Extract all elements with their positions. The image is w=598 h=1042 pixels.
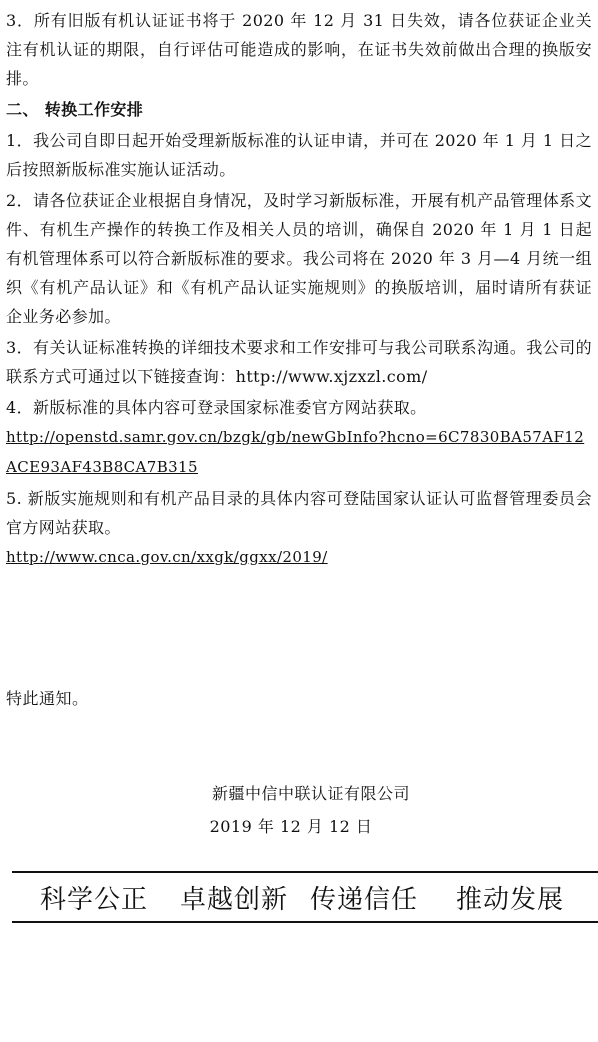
paragraph-cnca: 5. 新版实施规则和有机产品目录的具体内容可登陆国家认证认可监督管理委员会官方网站获取。 (6, 489, 592, 537)
cnca-link[interactable]: http://www.cnca.gov.cn/xxgk/ggxx/2019/ (6, 548, 328, 566)
paragraph-old-cert-expiry: 3．所有旧版有机认证证书将于 2020 年 12 月 31 日失效，请各位获证企业关注有机认证的期限，自行评估可能造成的影响，在证书失效前做出合理的换版安排。 (6, 11, 592, 88)
openstd-link[interactable]: http://openstd.samr.gov.cn/bzgk/gb/newGbInfo?hcno=6C7830BA57AF12ACE93AF43B8CA7B315 (6, 428, 585, 476)
paragraph-contact (6, 333, 592, 391)
document-body (6, 0, 592, 572)
closing-notice: 特此通知。 (6, 689, 89, 708)
motto-item: 传递信任 (310, 885, 419, 915)
paragraph-standard-site: 4．新版标准的具体内容可登录国家标准委官方网站获取。 (6, 398, 427, 417)
paragraph-standard-link-line (6, 422, 592, 482)
motto-item: 卓越创新 (180, 885, 289, 915)
paragraph-accept-applications: 1．我公司自即日起开始受理新版标准的认证申请，并可在 2020 年 1 月 1 日之后按照新版标准实施认证活动。 (6, 131, 592, 179)
signature-date: 2019 年 12 月 12 日 (209, 817, 373, 836)
paragraph-cnca-link-line (6, 542, 592, 572)
section-heading-transition: 二、 转换工作安排 (6, 100, 144, 119)
paragraph-training: 2．请各位获证企业根据自身情况，及时学习新版标准，开展有机产品管理体系文件、有机生产操作的转换工作及相关人员的培训，确保自 2020 年 1 月 1 日起有机管理体系可以符合新版标准的要求。我公司将在 2020 年 3 月—4 月统一组织《有机产品认证》和《有机产品认证实施规则》的换版培训，届时请所有获证企业务必参加。 (6, 191, 592, 326)
motto-item: 科学公正 (40, 885, 149, 915)
company-website-link[interactable]: http://www.xjzxzl.com/ (235, 367, 428, 386)
motto-bar (12, 871, 598, 923)
company-signature: 新疆中信中联认证有限公司 (211, 784, 410, 803)
contact-text: 3．有关认证标准转换的详细技术要求和工作安排可与我公司联系沟通。我公司的联系方式可通过以下链接查询： (6, 338, 592, 386)
motto-item: 推动发展 (456, 885, 565, 915)
